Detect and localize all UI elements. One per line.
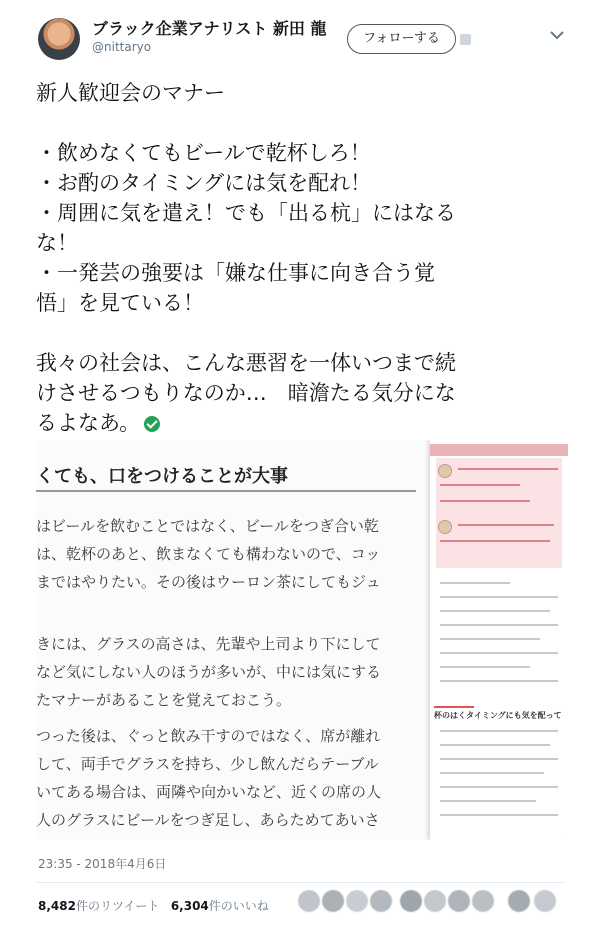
image-text-line: つった後は、ぐっと飲み干すのではなく、席が離れ bbox=[36, 727, 381, 745]
follow-badge-icon bbox=[460, 34, 471, 45]
tweet-line: ・飲めなくてもビールで乾杯しろ！ bbox=[36, 141, 371, 165]
tweet-line: るよなあ。 bbox=[36, 411, 141, 435]
tweet-line-last bbox=[36, 408, 566, 438]
follow-button[interactable]: フォローする bbox=[347, 24, 456, 54]
tweet-timestamp[interactable]: 23:35 - 2018年4月6日 bbox=[38, 857, 167, 871]
tweet-text bbox=[36, 78, 566, 438]
liker-avatar[interactable] bbox=[400, 890, 422, 912]
like-stat[interactable] bbox=[171, 899, 269, 913]
overlay-text-line bbox=[458, 468, 558, 470]
character-face-icon bbox=[438, 520, 452, 534]
overlay-text-line bbox=[440, 582, 510, 584]
image-paragraph bbox=[36, 722, 381, 834]
avatar[interactable] bbox=[38, 18, 80, 60]
overlay-text-line bbox=[458, 524, 554, 526]
check-icon bbox=[144, 416, 160, 432]
overlay-subheading: 杯のはくタイミングにも気を配って bbox=[434, 711, 562, 720]
attached-image[interactable] bbox=[36, 440, 568, 840]
headline-underline bbox=[36, 490, 416, 492]
liker-avatar[interactable] bbox=[424, 890, 446, 912]
like-count: 6,304 bbox=[170, 899, 209, 913]
overlay-text-line bbox=[440, 484, 520, 486]
overlay-text-line bbox=[440, 596, 558, 598]
liker-avatar[interactable] bbox=[346, 890, 368, 912]
overlay-accent-bar bbox=[434, 706, 474, 708]
image-paragraph bbox=[36, 512, 381, 596]
tweet-header bbox=[0, 0, 600, 72]
image-text-line: など気にしない人のほうが多いが、中には気にする bbox=[36, 663, 382, 681]
overlay-text-line bbox=[440, 772, 544, 774]
overlay-text-line bbox=[440, 540, 550, 542]
tweet-line: 新人歓迎会のマナー bbox=[36, 81, 225, 105]
liker-avatar[interactable] bbox=[472, 890, 494, 912]
liker-avatar[interactable] bbox=[298, 890, 320, 912]
liker-avatar[interactable] bbox=[322, 890, 344, 912]
image-text-line: たマナーがあることを覚えておこう。 bbox=[36, 691, 292, 709]
tweet-line: 悟」を見ている！ bbox=[36, 291, 204, 315]
overlay-text-line bbox=[440, 758, 558, 760]
overlay-header-bar bbox=[430, 444, 568, 456]
display-name[interactable]: ブラック企業アナリスト 新田 龍 bbox=[92, 19, 327, 38]
overlay-text-line bbox=[440, 680, 558, 682]
chevron-down-icon[interactable] bbox=[548, 26, 566, 44]
tweet-line: けさせるつもりなのか… 暗澹たる気分にな bbox=[36, 381, 456, 405]
tweet-stats bbox=[38, 897, 269, 914]
tweet-line: ・周囲に気を遣え！でも「出る杭」にはなる bbox=[36, 201, 456, 225]
liker-avatar[interactable] bbox=[448, 890, 470, 912]
image-text-line: いてある場合は、両隣や向かいなど、近くの席の人 bbox=[36, 783, 382, 801]
divider bbox=[36, 882, 566, 883]
tweet-line: な！ bbox=[36, 231, 78, 255]
image-text-line: して、両手でグラスを持ち、少し飲んだらテーブル bbox=[36, 755, 379, 773]
liker-avatar[interactable] bbox=[370, 890, 392, 912]
image-text-line: 人のグラスにビールをつぎ足し、あらためてあいさ bbox=[36, 811, 380, 829]
overlay-text-line bbox=[440, 638, 540, 640]
like-label: 件のいいね bbox=[208, 899, 269, 913]
overlay-text-line bbox=[440, 666, 530, 668]
overlay-text-line bbox=[440, 610, 550, 612]
retweet-count: 8,482 bbox=[38, 899, 76, 913]
liker-avatar[interactable] bbox=[534, 890, 556, 912]
character-face-icon bbox=[438, 464, 452, 478]
liker-avatar[interactable] bbox=[508, 890, 530, 912]
image-text-line: きには、グラスの高さは、先輩や上司より下にして bbox=[36, 635, 381, 653]
image-text-line: まではやりたい。その後はウーロン茶にしてもジュ bbox=[36, 573, 381, 591]
overlay-text-line bbox=[440, 744, 550, 746]
overlay-text-line bbox=[440, 652, 558, 654]
overlay-text-line bbox=[440, 814, 558, 816]
overlay-text-line bbox=[440, 624, 558, 626]
overlay-text-line bbox=[440, 730, 558, 732]
image-text-line: は、乾杯のあと、飲まなくても構わないので、コッ bbox=[36, 545, 381, 563]
overlay-text-line bbox=[440, 500, 530, 502]
overlay-text-line bbox=[440, 800, 536, 802]
image-paragraph bbox=[36, 630, 381, 714]
retweet-stat[interactable] bbox=[38, 899, 159, 913]
retweet-label: 件のリツイート bbox=[75, 899, 160, 913]
overlay-page-thumbnail[interactable] bbox=[430, 440, 568, 840]
image-headline: くても、口をつけることが大事 bbox=[36, 466, 288, 487]
overlay-text-line bbox=[440, 786, 558, 788]
tweet-line: 我々の社会は、こんな悪習を一体いつまで続 bbox=[36, 351, 456, 375]
overlay-pink-panel bbox=[436, 458, 562, 568]
image-text-line: はビールを飲むことではなく、ビールをつぎ合い乾 bbox=[36, 517, 379, 535]
tweet-line: ・一発芸の強要は「嫌な仕事に向き合う覚 bbox=[36, 261, 435, 285]
user-handle[interactable]: @nittaryo bbox=[92, 40, 152, 54]
tweet-line: ・お酌のタイミングには気を配れ！ bbox=[36, 171, 372, 195]
